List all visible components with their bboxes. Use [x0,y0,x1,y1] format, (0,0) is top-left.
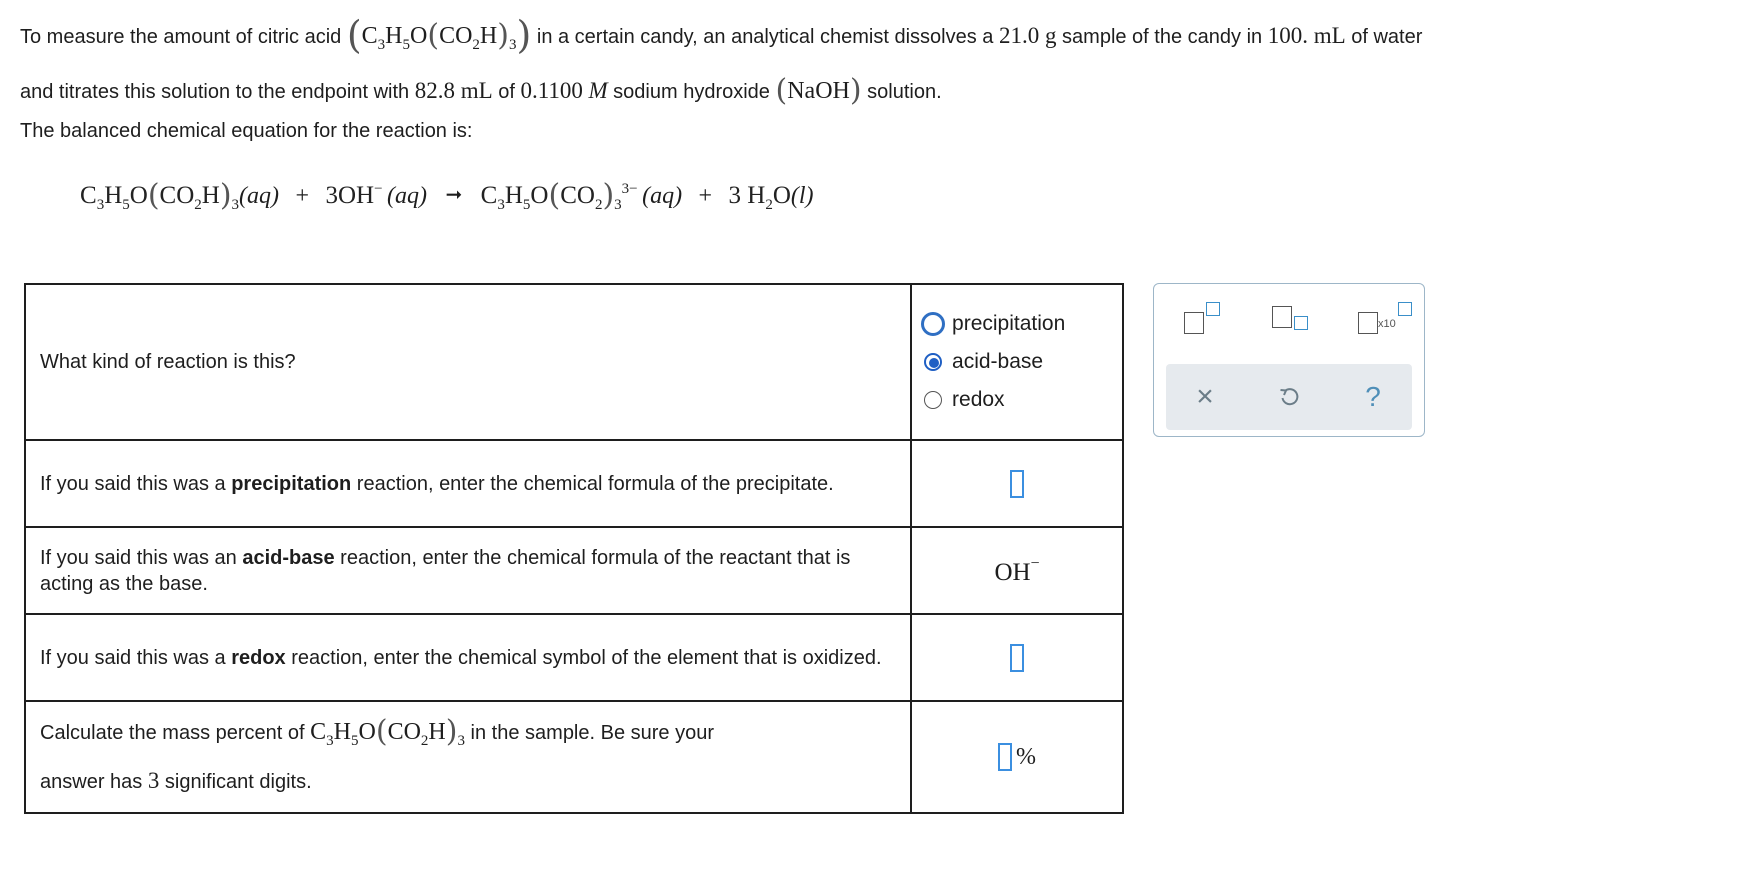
precipitate-input[interactable] [1010,470,1024,498]
question-table [24,283,1124,814]
option-precipitation[interactable]: precipitation [924,305,1110,343]
reaction-type-options [911,284,1123,440]
math-palette [1153,283,1425,437]
radio-precipitation[interactable] [921,312,945,336]
sample-mass: 21.0 g [998,23,1057,48]
scientific-notation-template-icon[interactable]: x10 [1358,302,1414,334]
intro-text: sodium hydroxide [613,81,770,103]
balanced-equation: $C_3H_5O(CO_2H)_3(aq) + 3OH^-$ (aq) ➞ $C_3H_5O(CO_2)_3^{3-}$ (aq) + 3 $H_2O(l)$ [80,178,814,213]
table-row [25,527,1123,614]
molar-unit: M [588,78,608,103]
water-volume: 100. mL [1267,23,1346,48]
citric-acid-formula: $C_3H_5O(CO_2H)_3$ [310,714,465,749]
reaction-arrow-icon: ➞ [445,184,463,206]
intro-text: of [498,81,515,103]
radio-redox[interactable] [924,391,942,409]
palette-tools [1166,364,1412,430]
water-product: 3 $H_2O$ [728,182,791,213]
citrate-product: $C_3H_5O(CO_2)_3^{3-}$ [480,178,638,213]
clear-icon[interactable]: × [1196,380,1214,413]
question-mass-percent: Calculate the mass percent of $C_3H_5O(CO_2H)_3$ in the sample. Be sure your answer has 3 significant digits. [25,701,911,813]
question-precipitate: If you said this was a precipitation reaction, enter the chemical formula of the precipitate. [25,440,911,527]
titrant-volume: 82.8 mL [414,78,493,103]
option-redox[interactable]: redox [924,381,1110,419]
intro-text: and titrates this solution to the endpoint with [20,81,410,103]
oxidized-element-input[interactable] [1010,644,1024,672]
problem-intro [20,8,1740,119]
hydroxide-reactant: 3OH− [325,181,383,209]
intro-text: solution. [867,81,942,103]
radio-acid-base[interactable] [924,353,942,371]
subscript-template-icon[interactable] [1272,302,1316,334]
table-row [25,701,1123,813]
citric-acid-reactant: $C_3H_5O(CO_2H)_3$ [80,178,240,213]
question-oxidized-element: If you said this was a redox reaction, enter the chemical symbol of the element that is oxidized. [25,614,911,701]
table-row [25,284,1123,440]
superscript-template-icon[interactable] [1184,302,1228,334]
intro-text: To measure the amount of citric acid [20,26,342,48]
table-row [25,440,1123,527]
base-answer[interactable]: OH− [994,554,1040,586]
equation-intro: The balanced chemical equation for the reaction is: [20,120,473,142]
mass-percent-input[interactable] [998,743,1012,771]
help-icon[interactable]: ? [1365,381,1381,412]
concentration: 0.1100 [520,78,583,103]
intro-text: in a certain candy, an analytical chemist dissolves a [536,26,994,48]
intro-text: sample of the candy in [1062,26,1263,48]
intro-text: of water [1351,26,1423,48]
question-reaction-type: What kind of reaction is this? [25,284,911,440]
base-answer-field[interactable] [911,527,1123,614]
citric-acid-formula: $(C_3H_5O(CO_2H)_3)$ [346,13,532,57]
question-base: If you said this was an acid-base reaction, enter the chemical formula of the reactant that is acting as the base. [25,527,911,614]
naoh-formula: (NaOH) [775,73,862,108]
percent-sign: % [1016,743,1036,770]
undo-icon[interactable] [1266,374,1312,420]
option-acid-base[interactable]: acid-base [924,343,1110,381]
table-row [25,614,1123,701]
